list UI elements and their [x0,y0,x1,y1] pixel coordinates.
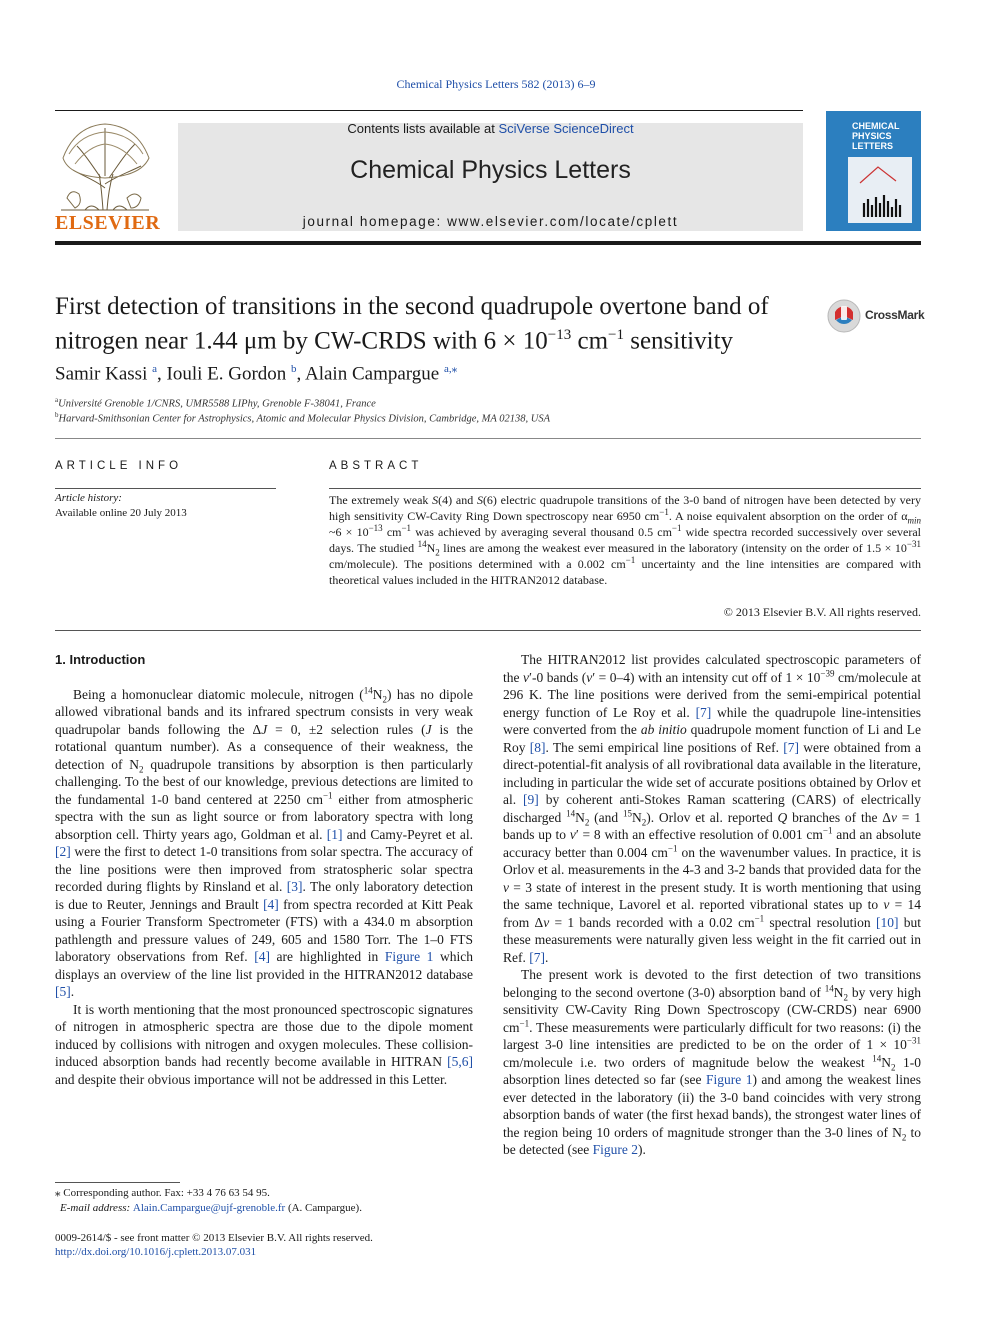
abstract-rule [329,488,921,489]
citation-link[interactable]: [4] [254,949,270,964]
citation-link[interactable]: Figure 1 [384,949,434,964]
abstract-divider [55,630,921,631]
crossmark-label[interactable]: CrossMark [865,308,925,322]
journal-homepage-link[interactable]: www.elsevier.com/locate/cplett [447,214,679,229]
doi-link[interactable]: http://dx.doi.org/10.1016/j.cplett.2013.07.031 [55,1246,257,1258]
author-list: Samir Kassi $^a$, Iouli E. Gordon $^b$, Alain Campargue $^{a,⁎}$ [55,363,458,385]
cover-title-line: PHYSICS [852,131,892,141]
article-history-heading: Article history: [55,492,122,504]
citation-link[interactable]: [7] [529,949,545,965]
body-paragraph: The present work is devoted to the first detection of two transitions belonging to the second overtone (3-0) absorption band of $^{14}N_2$ by very high sensitivity CW-Cavity Ring Down Spectroscopy (CW-CRDS) near 6900 $cm^{-1}$. These measurements were particularly difficult for two reasons: (i) the largest 3-0 line intensities are predicted to be on the order of $1 \times 10^{-31}$ cm/molecule i.e. two orders of magnitude below the weakest $^{14}N_2$ 1-0 absorption lines detected so far (see Figure 1) and among the weakest lines ever detected in the laboratory (ii) the 3-0 band coincides with very strong absorption bands of water (the first hexad bands), the strongest water lines of the region being 10 orders of magnitude stronger than the 3-0 lines of $N_2$ to be detected (see Figure 2). [503,967,921,1157]
cover-title-line: CHEMICAL [852,121,900,131]
citation-link[interactable]: [7] [695,704,712,720]
sciencedirect-link[interactable]: SciVerse ScienceDirect [498,121,634,136]
citation-link[interactable]: [2] [55,844,71,859]
citation-link[interactable]: Figure 1 [705,1072,753,1087]
crossmark-icon[interactable] [826,298,862,334]
citation-link[interactable]: [4] [263,896,279,912]
contents-line: Contents lists available at SciVerse ScienceDirect [347,121,634,136]
article-title: First detection of transitions in the second quadrupole overtone band of nitrogen near 1.44 μm by CW-CRDS with $6 \times 10^{-13}$ $cm^{-1}$ sensitivity [55,293,769,355]
article-history-value: Available online 20 July 2013 [55,507,187,519]
body-column-right [503,651,921,1159]
article-info-rule [55,488,276,489]
masthead-top-rule [55,110,803,111]
journal-title[interactable]: Chemical Physics Letters [350,156,631,184]
abstract-text: The extremely weak S(4) and S(6) electric quadrupole transitions of the 3-0 band of nitrogen have been detected by very high sensitivity CW-Cavity Ring Down spectroscopy near 6950 $cm^{-1}$. A noise equivalent absorption on the order of $\alpha_{min}$ ~6 × $10^{-13}$ $cm^{-1}$ was achieved by averaging several thousand 0.5 $cm^{-1}$ wide spectra recorded successively over several days. The studied $^{14}N_2$ lines are among the weakest ever measured in the laboratory (intensity on the order of $1.5 \times 10^{-31}$ cm/molecule). The positions determined with a 0.002 $cm^{-1}$ uncertainty and the line intensities are compared with theoretical values included in the HITRAN2012 database. [329,493,922,587]
journal-homepage: journal homepage: www.elsevier.com/locate/cplett [302,214,679,229]
abstract-heading: ABSTRACT [329,460,423,472]
running-head[interactable]: Chemical Physics Letters 582 (2013) 6–9 [396,77,596,91]
article-info-heading: ARTICLE INFO [55,460,183,472]
corresponding-author-note: ⁎ Corresponding author. Fax: +33 4 76 63 54 95. [55,1187,270,1199]
citation-link[interactable]: [9] [523,792,539,807]
affiliation-b: $^b$Harvard-Smithsonian Center for Astrophysics, Atomic and Molecular Physics Division, Cambridge, MA 02138, USA [55,411,551,425]
citation-link[interactable]: [7] [783,739,800,755]
body-paragraph: It is worth mentioning that the most pronounced spectroscopic signatures of nitrogen in atmospheric spectra are those due to the dipole moment induced by collisions with nitrogen and oxygen molecules. These collision-induced absorption bands had recently become available in HITRAN [5,6] and despite their obvious importance will not be addressed in this Letter. [55,1001,473,1087]
citation-link[interactable]: [8] [529,739,546,755]
citation-link[interactable]: [5,6] [447,1054,473,1069]
body-column-left [55,651,473,1088]
citation-link[interactable]: [3] [286,879,303,894]
journal-cover-thumbnail[interactable] [826,111,921,231]
abstract-copyright: © 2013 Elsevier B.V. All rights reserved. [723,605,921,619]
masthead-bottom-rule [55,241,921,245]
citation-link[interactable]: Figure 2 [592,1142,638,1157]
email-note: E-mail address: Alain.Campargue@ujf-grenoble.fr (A. Campargue). [60,1202,362,1214]
front-matter [55,1231,373,1259]
affiliation-a: $^a$Université Grenoble 1/CNRS, UMR5588 LIPhy, Grenoble F-38041, France [55,396,376,410]
section-heading-introduction: 1. Introduction [55,652,146,667]
title-divider [55,438,921,439]
citation-link[interactable]: [10] [875,914,899,930]
cover-title-line: LETTERS [852,141,894,151]
body-paragraph: The HITRAN2012 list provides calculated spectroscopic parameters of the v′-0 bands (v′ = 0–4) with an intensity cut off of $1 \times 10^{-39}$ cm/molecule at 296 K. The line positions were derived from the semi-empirical potential energy function of Le Roy et al. [7] while the quadrupole line-intensities were converted from the ab initio quadrupole moment function of Li and Le Roy [8]. The semi empirical line positions of Ref. [7] were obtained from a direct-potential-fit analysis of all rovibrational data available in the literature, including in particular the wide set of accurate positions obtained by Orlov et al. [9] by coherent anti-Stokes Raman scattering (CARS) of electrically discharged $^{14}N_2$ (and $^{15}N_2$). Orlov et al. reported Q branches of the Δv = 1 bands up to v′ = 8 with an effective resolution of 0.001 $cm^{-1}$ and an absolute accuracy better than 0.004 $cm^{-1}$ on the wavenumber values. In practice, it is Orlov et al. measurements in the 4-3 and 3-2 bands that provided data for the v = 3 state of interest in the present study. It is worth mentioning that using the same technique, Lavorel et al. reported vibrational states up to v = 14 from Δv = 1 bands recorded with a 0.02 $cm^{-1}$ spectral resolution [10] but these measurements were naturally given less weight in the fit carried out in Ref. [7]. [503,652,922,965]
footnote-rule [55,1182,180,1183]
issn-line: 0009-2614/$ - see front matter © 2013 Elsevier B.V. All rights reserved. [55,1232,373,1244]
citation-link[interactable]: [1] [326,826,343,842]
cover-graphic-icon [838,153,918,227]
body-paragraph: Being a homonuclear diatomic molecule, nitrogen $(^{14}N_2)$ has no dipole allowed vibrational bands and its infrared spectrum consists in very weak quadrupolar bands following the ΔJ = 0, ±2 selection rules (J is the rotational quantum number). As a consequence of their weakness, the detection of $N_2$ quadrupole transitions by absorption is then particularly challenging. To the best of our knowledge, previous detections are limited to the fundamental 1-0 band centered at 2250 $cm^{-1}$ either from atmospheric spectra with the sun as light source or from laboratory spectra with long absorption cell. Thirty years ago, Goldman et al. [1] and Camy-Peyret et al. [2] were the first to detect 1-0 transitions from solar spectra. The accuracy of the line positions were then improved from stratospheric solar spectra recorded during flights by Rinsland et al. [3]. The only laboratory detection is due to Reuter, Jennings and Brault [4] from spectra recorded at Kitt Peak using a Fourier Transform Spectrometer (FTS) with a 434.0 m absorption pathlength and pressure values of 249, 605 and 1580 Torr. The 1–0 FTS laboratory observations from Ref. [4] are highlighted in Figure 1 which displays an overview of the line list provided in the HITRAN2012 database [5]. [55,685,474,999]
elsevier-wordmark: ELSEVIER [55,212,161,234]
author-email-link[interactable]: Alain.Campargue@ujf-grenoble.fr [132,1202,286,1214]
citation-link[interactable]: [5] [55,984,71,999]
